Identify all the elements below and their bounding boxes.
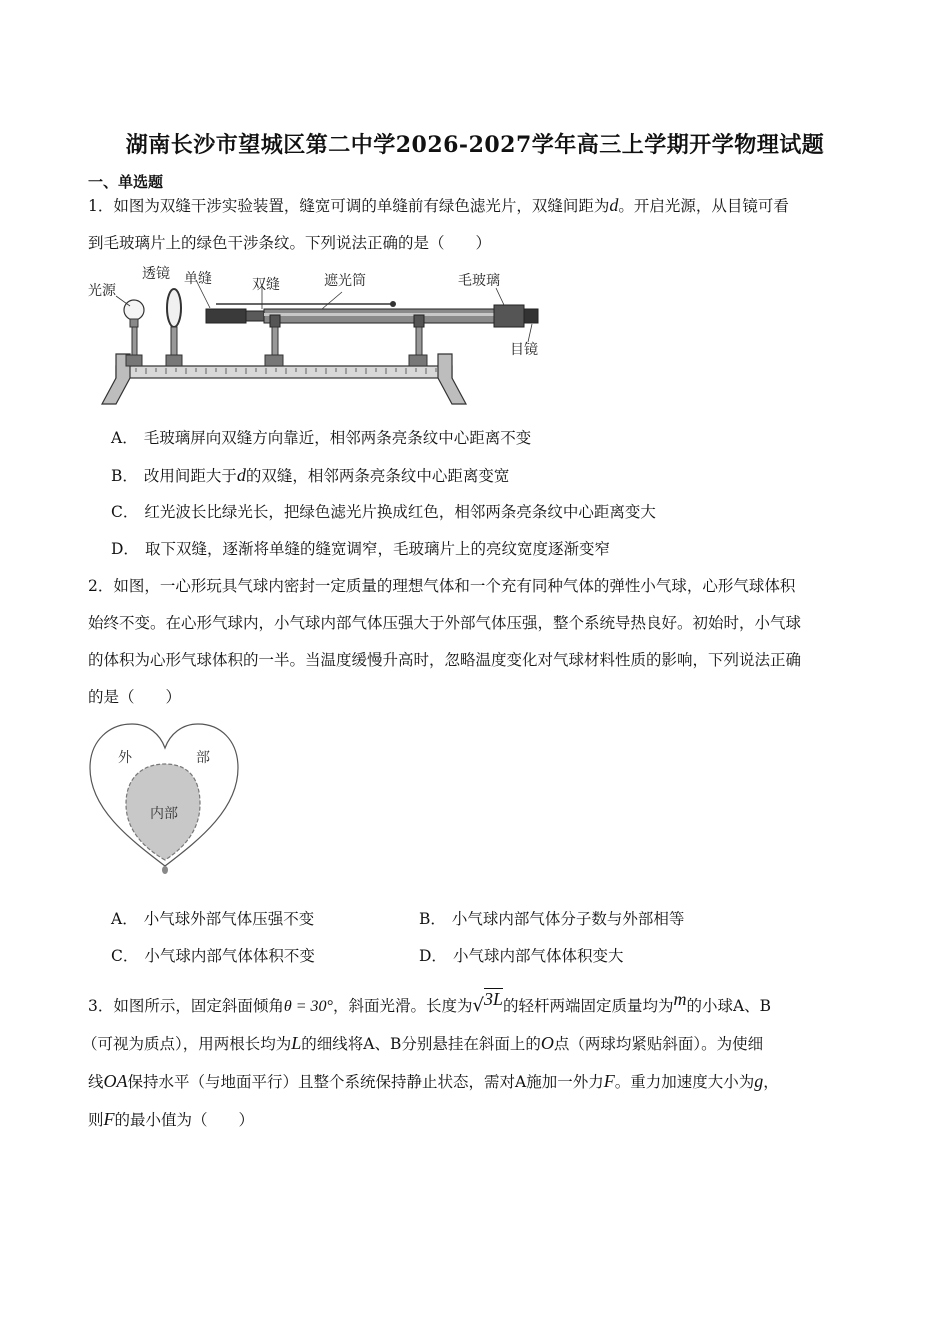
section-heading: 一、单选题 bbox=[88, 173, 164, 191]
question-2-option-c[interactable]: C． 小气球内部气体体积不变 bbox=[111, 947, 315, 965]
theta-expression: θ = 30° bbox=[283, 998, 333, 1015]
label-inner: 内部 bbox=[150, 806, 178, 822]
heart-balloon-figure bbox=[88, 720, 242, 876]
question-2-option-a[interactable]: A． 小气球外部气体压强不变 bbox=[111, 910, 315, 928]
question-3-text: 3．如图所示，固定斜面倾角θ = 30°，斜面光滑。长度为√3L的轻杆两端固定质量均为m的小球A、B （可视为质点），用两根长均为L的细线将A、B分别悬挂在斜面上的O点（两球均紧贴斜面）。为使细 线OA保持水平（与地面平行）且整个系统保持静止状态，需对A施加一外力F。重力加速度大小为g， 则F的最小值为（ ） bbox=[82, 989, 779, 1129]
question-1-option-c[interactable]: C． 红光波长比绿光长，把绿色滤光片换成红色，相邻两条亮条纹中心距离变大 bbox=[111, 503, 656, 521]
label-outer-left: 外 bbox=[118, 750, 132, 766]
label-frosted-glass: 毛玻璃 bbox=[458, 273, 500, 289]
label-outer-right: 部 bbox=[196, 750, 210, 766]
var-d: d bbox=[609, 195, 619, 215]
label-single-slit: 单缝 bbox=[184, 271, 212, 287]
question-1-option-a[interactable]: A． 毛玻璃屏向双缝方向靠近，相邻两条亮条纹中心距离不变 bbox=[111, 429, 532, 447]
question-number: 2． bbox=[88, 577, 114, 595]
label-eyepiece: 目镜 bbox=[510, 342, 538, 358]
question-2-option-d[interactable]: D． 小气球内部气体体积变大 bbox=[419, 947, 624, 965]
label-lens: 透镜 bbox=[142, 266, 170, 282]
label-double-slit: 双缝 bbox=[252, 277, 280, 293]
question-2-option-b[interactable]: B． 小气球内部气体分子数与外部相等 bbox=[419, 910, 685, 928]
label-light-source: 光源 bbox=[88, 283, 116, 299]
page-title: 湖南长沙市望城区第二中学2026-2027学年高三上学期开学物理试题 bbox=[125, 132, 825, 158]
question-1-option-b[interactable]: B． 改用间距大于d的双缝，相邻两条亮条纹中心距离变宽 bbox=[111, 465, 510, 485]
question-2-text: 2．如图，一心形玩具气球内密封一定质量的理想气体和一个充有同种气体的弹性小气球，心形气球体积 始终不变。在心形气球内，小气球内部气体压强大于外部气体压强，整个系统导热良好。初始时，小气球 的体积为心形气球体积的一半。当温度缓慢升高时，忽略温度变化对气球材料性质的影响，下列说法正确 的是（ ） bbox=[88, 577, 802, 706]
double-slit-apparatus-figure bbox=[86, 262, 556, 410]
question-number: 1． bbox=[88, 197, 114, 215]
label-light-tube: 遮光筒 bbox=[324, 273, 366, 289]
question-1-text: 1．如图为双缝干涉实验装置，缝宽可调的单缝前有绿色滤光片，双缝间距为d。开启光源，从目镜可看 到毛玻璃片上的绿色干涉条纹。下列说法正确的是（ ） bbox=[88, 195, 789, 252]
question-number: 3． bbox=[88, 997, 114, 1015]
question-1-option-d[interactable]: D． 取下双缝，逐渐将单缝的缝宽调窄，毛玻璃片上的亮纹宽度逐渐变窄 bbox=[111, 540, 610, 558]
